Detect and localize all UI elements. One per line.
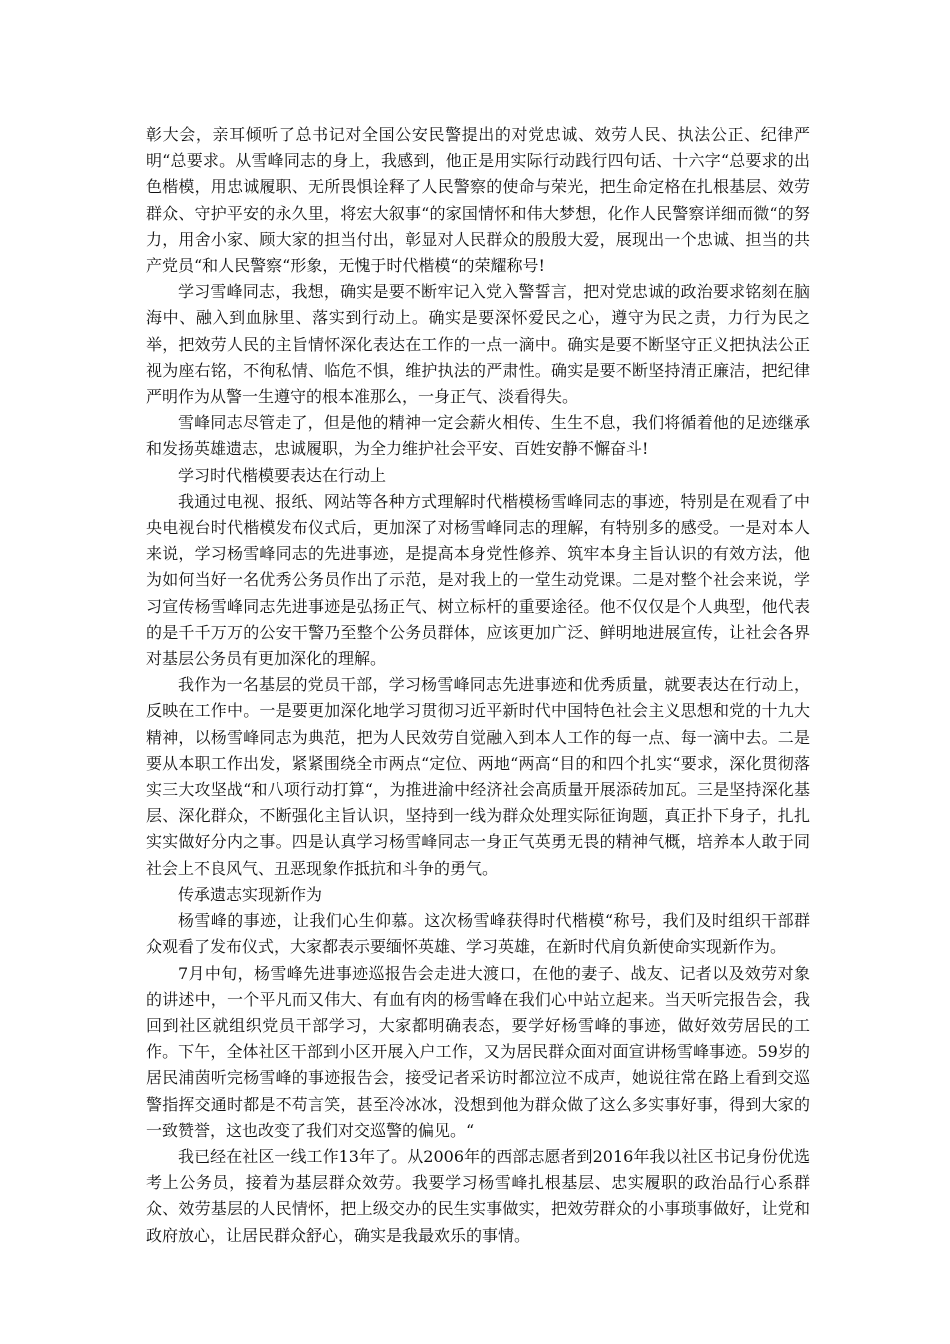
paragraph-3: 雪峰同志尽管走了，但是他的精神一定会薪火相传、生生不息，我们将循着他的足迹继承和发扬英雄遗志，忠诚履职，为全力维护社会平安、百姓安静不懈奋斗! xyxy=(146,413,810,459)
paragraph-1: 彰大会，亲耳倾听了总书记对全国公安民警提出的对党忠诚、效劳人民、执法公正、纪律严明“总要求。从雪峰同志的身上，我感到，他正是用实际行动践行四句话、十六字“总要求的出色楷模，用忠诚履职、无所畏惧诠释了人民警察的使命与荣光，把生命定格在扎根基层、效劳群众、守护平安的永久里，将宏大叙事“的家国情怀和伟大梦想，化作人民警察详细而微“的努力，用舍小家、顾大家的担当付出，彰显对人民群众的殷殷大爱，展现出一个忠诚、担当的共产党员“和人民警察“形象，无愧于时代楷模“的荣耀称号! xyxy=(146,125,810,276)
paragraph-5: 我作为一名基层的党员干部，学习杨雪峰同志先进事迹和优秀质量，就要表达在行动上，反映在工作中。一是要更加深化地学习贯彻习近平新时代中国特色社会主义思想和党的十九大精神，以杨雪峰同志为典范，把为人民效劳自觉融入到本人工作的每一点、每一滴中去。二是要从本职工作出发，紧紧围绕全市两点“定位、两地“两高“目的和四个扎实“要求，深化贯彻落实三大攻坚战“和八项行动打算“，为推进渝中经济社会高质量开展添砖加瓦。三是坚持深化基层、深化群众，不断强化主旨认识，坚持到一线为群众处理实际征询题，真正扑下身子，扎扎实实做好分内之事。四是认真学习杨雪峰同志一身正气英勇无畏的精神气概，培养本人敢于同社会上不良风气、丑恶现象作抵抗和斗争的勇气。 xyxy=(146,675,810,878)
paragraph-8: 我已经在社区一线工作13年了。从2006年的西部志愿者到2016年我以社区书记身份优选考上公务员，接着为基层群众效劳。我要学习杨雪峰扎根基层、忠实履职的政治品行心系群众、效劳基层的人民情怀，把上级交办的民生实事做实，把效劳群众的小事琐事做好，让党和政府放心，让居民群众舒心，确实是我最欢乐的事情。 xyxy=(146,1146,810,1245)
paragraph-2: 学习雪峰同志，我想，确实是要不断牢记入党入警誓言，把对党忠诚的政治要求铭刻在脑海中、融入到血脉里、落实到行动上。确实是要深怀爱民之心，遵守为民之责，力行为民之举，把效劳人民的主旨情怀深化表达在工作的一点一滴中。确实是要不断坚守正义把执法公正视为座右铭，不徇私情、临危不惧，维护执法的严肃性。确实是要不断坚持清正廉洁，把纪律严明作为从警一生遵守的根本准那么，一身正气、淡看得失。 xyxy=(146,282,810,407)
paragraph-7: 7月中旬，杨雪峰先进事迹巡报告会走进大渡口，在他的妻子、战友、记者以及效劳对象的讲述中，一个平凡而又伟大、有血有肉的杨雪峰在我们心中站立起来。当天听完报告会，我回到社区就组织党员干部学习，大家都明确表态，要学好杨雪峰的事迹，做好效劳居民的工作。下午，全体社区干部到小区开展入户工作，又为居民群众面对面宣讲杨雪峰事迹。59岁的居民浦茵听完杨雪峰的事迹报告会，接受记者采访时都泣泣不成声，她说往常在路上看到交巡警指挥交通时都是不苟言笑，甚至冷冰冰，没想到他为群众做了这么多实事好事，得到大家的一致赞誉，这也改变了我们对交巡警的偏见。“ xyxy=(146,963,810,1140)
document-body xyxy=(146,122,810,1249)
paragraph-4: 我通过电视、报纸、网站等各种方式理解时代楷模杨雪峰同志的事迹，特别是在观看了中央电视台时代楷模发布仪式后，更加深了对杨雪峰同志的理解，有特别多的感受。一是对本人来说，学习杨雪峰同志的先进事迹，是提高本身党性修养、筑牢本身主旨认识的有效方法，他为如何当好一名优秀公务员作出了示范，是对我上的一堂生动党课。二是对整个社会来说，学习宣传杨雪峰同志先进事迹是弘扬正气、树立标杆的重要途径。他不仅仅是个人典型，他代表的是千千万万的公安干警乃至整个公务员群体，应该更加广泛、鲜明地进展宣传，让社会各界对基层公务员有更加深化的理解。 xyxy=(146,491,810,669)
paragraph-6: 杨雪峰的事迹，让我们心生仰慕。这次杨雪峰获得时代楷模“称号，我们及时组织干部群众观看了发布仪式，大家都表示要缅怀英雄、学习英雄，在新时代肩负新使命实现新作为。 xyxy=(146,911,810,957)
section-heading-1: 学习时代楷模要表达在行动上 xyxy=(178,465,387,485)
section-heading-2: 传承遗志实现新作为 xyxy=(178,884,323,904)
